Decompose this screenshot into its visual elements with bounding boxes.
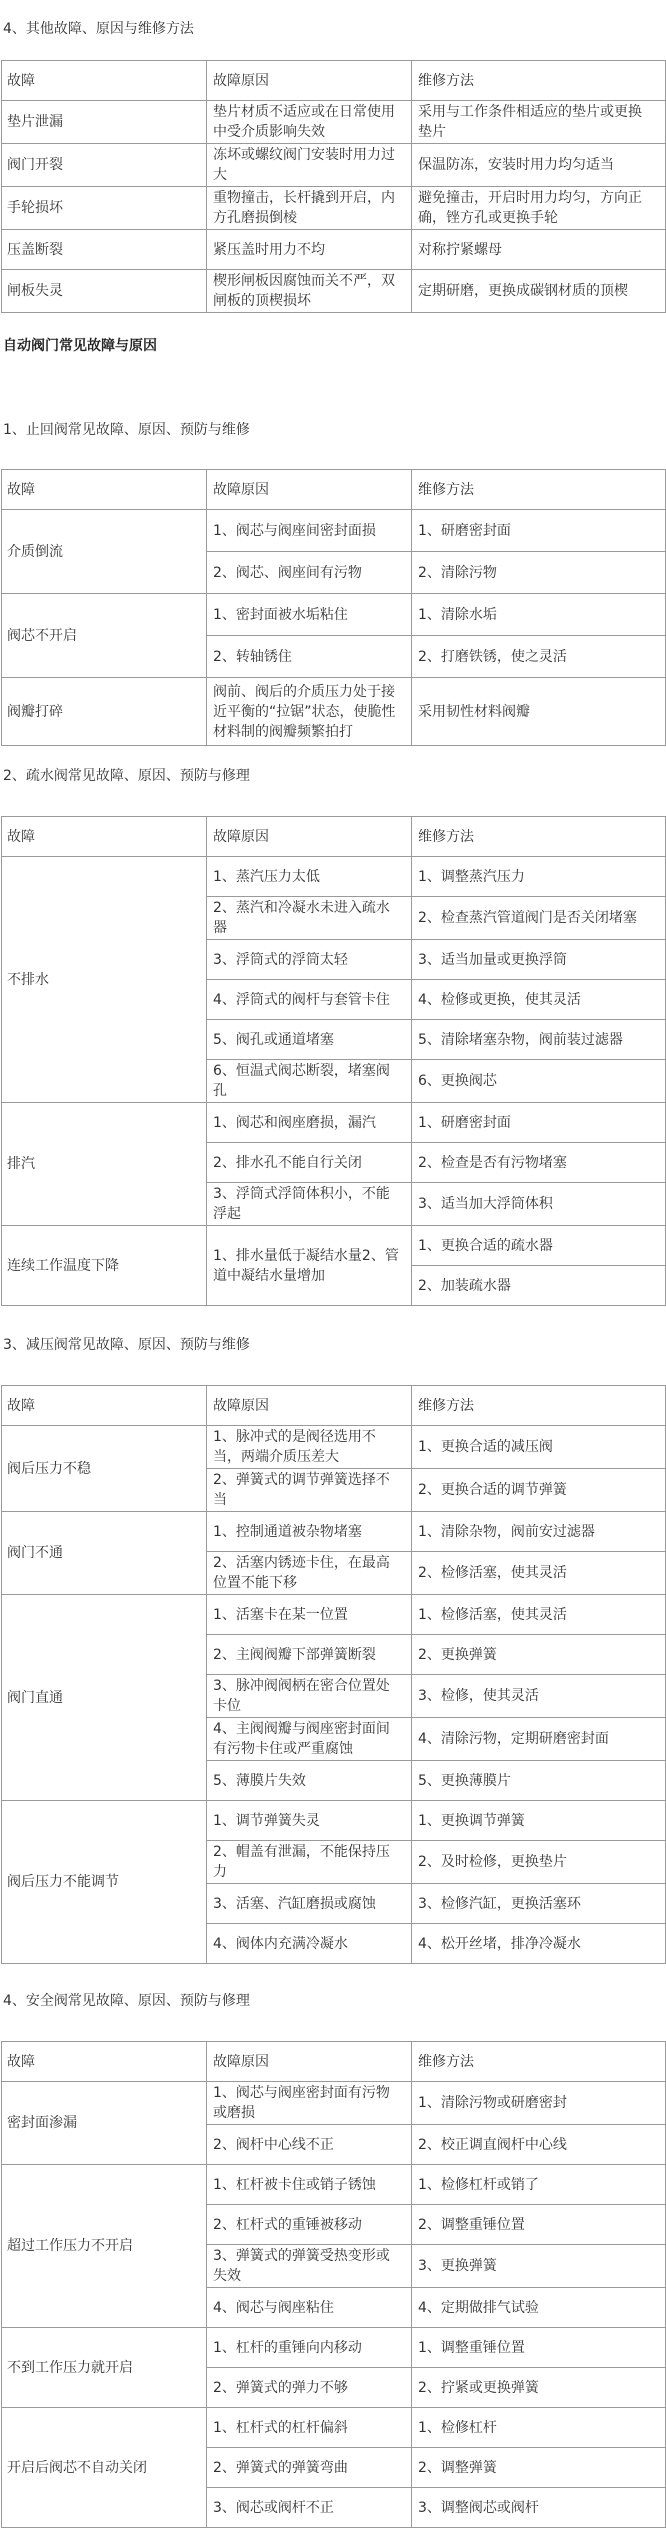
- repair-cell: 采用韧性材料阀瓣: [412, 678, 666, 746]
- cause-cell: 3、阀芯或阀杆不正: [207, 2488, 412, 2528]
- cause-cell: 2、主阀阀瓣下部弹簧断裂: [207, 1635, 412, 1675]
- repair-cell: 2、加装疏水器: [412, 1266, 666, 1306]
- cause-cell: 5、阀孔或通道堵塞: [207, 1020, 412, 1060]
- cause-cell: 2、弹簧式的弹力不够: [207, 2368, 412, 2408]
- cause-cell: 1、活塞卡在某一位置: [207, 1595, 412, 1635]
- repair-cell: 2、检查蒸汽管道阀门是否关闭堵塞: [412, 897, 666, 940]
- fault-column-header: 故障: [2, 470, 207, 510]
- repair-column-header: 维修方法: [412, 61, 666, 101]
- cause-cell: 3、活塞、汽缸磨损或腐蚀: [207, 1884, 412, 1924]
- table-row: [2, 857, 666, 897]
- section-title-pressure-reducing-valve: 3、减压阀常见故障、原因、预防与维修: [3, 1337, 250, 1353]
- repair-cell: 4、松开丝堵，排净冷凝水: [412, 1924, 666, 1964]
- repair-cell: 1、研磨密封面: [412, 1103, 666, 1143]
- cause-cell: 1、阀芯与阀座间密封面损: [207, 510, 412, 552]
- repair-cell: 2、清除污物: [412, 552, 666, 594]
- repair-cell: 保温防冻，安装时用力均匀适当: [412, 144, 666, 187]
- repair-cell: 对称拧紧螺母: [412, 230, 666, 270]
- fault-column-header: 故障: [2, 817, 207, 857]
- table-row: [2, 678, 666, 746]
- table-header-row: [2, 470, 666, 510]
- repair-cell: 1、检修杠杆: [412, 2408, 666, 2448]
- table-row: [2, 1595, 666, 1635]
- cause-cell: 1、脉冲式的是阀径选用不当，两端介质压差大: [207, 1426, 412, 1469]
- fault-cell: 压盖断裂: [2, 230, 207, 270]
- table-row: [2, 2082, 666, 2125]
- fault-cell: 阀门不通: [2, 1512, 207, 1595]
- safety-valve-table: [1, 2041, 666, 2528]
- pressure-reducing-valve-table: [1, 1385, 666, 1964]
- fault-cell: 超过工作压力不开启: [2, 2165, 207, 2328]
- cause-cell: 1、蒸汽压力太低: [207, 857, 412, 897]
- repair-cell: 1、更换合适的减压阀: [412, 1426, 666, 1469]
- cause-cell: 楔形闸板因腐蚀而关不严，双闸板的顶楔损坏: [207, 270, 412, 313]
- section-title-check-valve: 1、止回阀常见故障、原因、预防与维修: [3, 422, 250, 438]
- fault-cell: 不排水: [2, 857, 207, 1103]
- cause-cell: 1、杠杆的重锤向内移动: [207, 2328, 412, 2368]
- table-header-row: [2, 2042, 666, 2082]
- cause-column-header: 故障原因: [207, 1386, 412, 1426]
- repair-cell: 3、适当加大浮筒体积: [412, 1183, 666, 1226]
- cause-cell: 3、浮筒式的浮筒太轻: [207, 940, 412, 980]
- cause-cell: 6、恒温式阀芯断裂，堵塞阀孔: [207, 1060, 412, 1103]
- cause-cell: 1、控制通道被杂物堵塞: [207, 1512, 412, 1552]
- repair-cell: 1、检修杠杆或销了: [412, 2165, 666, 2205]
- table-row: [2, 2408, 666, 2448]
- cause-cell: 2、弹簧式的弹簧弯曲: [207, 2448, 412, 2488]
- table-row: [2, 1801, 666, 1841]
- table-header-row: [2, 61, 666, 101]
- fault-column-header: 故障: [2, 1386, 207, 1426]
- cause-cell: 4、阀体内充满冷凝水: [207, 1924, 412, 1964]
- cause-cell: 1、排水量低于凝结水量2、管道中凝结水量增加: [207, 1226, 412, 1306]
- repair-cell: 2、调整重锤位置: [412, 2205, 666, 2245]
- table-header-row: [2, 1386, 666, 1426]
- table-row: [2, 270, 666, 313]
- cause-cell: 2、杠杆式的重锤被移动: [207, 2205, 412, 2245]
- cause-cell: 1、阀芯与阀座密封面有污物或磨损: [207, 2082, 412, 2125]
- repair-cell: 4、定期做排气试验: [412, 2288, 666, 2328]
- repair-cell: 1、检修活塞，使其灵活: [412, 1595, 666, 1635]
- table-row: [2, 510, 666, 552]
- cause-cell: 垫片材质不适应或在日常使用中受介质影响失效: [207, 101, 412, 144]
- repair-cell: 2、打磨铁锈，使之灵活: [412, 636, 666, 678]
- other-faults-table: [1, 60, 666, 313]
- repair-cell: 5、清除堵塞杂物，阀前装过滤器: [412, 1020, 666, 1060]
- repair-cell: 3、更换弹簧: [412, 2245, 666, 2288]
- fault-cell: 连续工作温度下降: [2, 1226, 207, 1306]
- cause-column-header: 故障原因: [207, 2042, 412, 2082]
- cause-cell: 4、浮筒式的阀杆与套管卡住: [207, 980, 412, 1020]
- cause-cell: 阀前、阀后的介质压力处于接近平衡的“拉锯”状态，使脆性材料制的阀瓣频繁拍打: [207, 678, 412, 746]
- repair-cell: 3、调整阀芯或阀杆: [412, 2488, 666, 2528]
- cause-cell: 2、活塞内锈迹卡住，在最高位置不能下移: [207, 1552, 412, 1595]
- cause-cell: 2、弹簧式的调节弹簧选择不当: [207, 1469, 412, 1512]
- fault-cell: 开启后阀芯不自动关闭: [2, 2408, 207, 2528]
- fault-cell: 手轮损坏: [2, 187, 207, 230]
- cause-column-header: 故障原因: [207, 470, 412, 510]
- cause-column-header: 故障原因: [207, 61, 412, 101]
- repair-cell: 1、清除杂物，阀前安过滤器: [412, 1512, 666, 1552]
- cause-cell: 1、密封面被水垢粘住: [207, 594, 412, 636]
- repair-cell: 2、更换弹簧: [412, 1635, 666, 1675]
- repair-cell: 定期研磨，更换成碳钢材质的顶楔: [412, 270, 666, 313]
- cause-cell: 2、转轴锈住: [207, 636, 412, 678]
- fault-cell: 阀门开裂: [2, 144, 207, 187]
- cause-cell: 1、阀芯和阀座磨损，漏汽: [207, 1103, 412, 1143]
- repair-cell: 3、检修汽缸，更换活塞环: [412, 1884, 666, 1924]
- fault-cell: 密封面渗漏: [2, 2082, 207, 2165]
- table-row: [2, 2165, 666, 2205]
- repair-cell: 2、校正调直阀杆中心线: [412, 2125, 666, 2165]
- table-row: [2, 101, 666, 144]
- repair-cell: 1、研磨密封面: [412, 510, 666, 552]
- cause-cell: 2、阀杆中心线不正: [207, 2125, 412, 2165]
- section-title-steam-trap: 2、疏水阀常见故障、原因、预防与修理: [3, 768, 250, 784]
- fault-cell: 阀后压力不稳: [2, 1426, 207, 1512]
- table-row: [2, 187, 666, 230]
- repair-column-header: 维修方法: [412, 1386, 666, 1426]
- repair-cell: 1、更换调节弹簧: [412, 1801, 666, 1841]
- cause-cell: 4、阀芯与阀座粘住: [207, 2288, 412, 2328]
- repair-cell: 1、调整蒸汽压力: [412, 857, 666, 897]
- fault-cell: 介质倒流: [2, 510, 207, 594]
- repair-cell: 2、及时检修，更换垫片: [412, 1841, 666, 1884]
- repair-cell: 1、清除污物或研磨密封: [412, 2082, 666, 2125]
- section-title-safety-valve: 4、安全阀常见故障、原因、预防与修理: [3, 1993, 250, 2009]
- table-row: [2, 230, 666, 270]
- cause-cell: 冻坏或螺纹阀门安装时用力过大: [207, 144, 412, 187]
- repair-cell: 4、检修或更换，使其灵活: [412, 980, 666, 1020]
- repair-cell: 1、清除水垢: [412, 594, 666, 636]
- fault-column-header: 故障: [2, 2042, 207, 2082]
- cause-cell: 1、杠杆式的杠杆偏斜: [207, 2408, 412, 2448]
- table-row: [2, 1103, 666, 1143]
- cause-column-header: 故障原因: [207, 817, 412, 857]
- cause-cell: 4、主阀阀瓣与阀座密封面间有污物卡住或严重腐蚀: [207, 1718, 412, 1761]
- fault-cell: 闸板失灵: [2, 270, 207, 313]
- repair-cell: 1、更换合适的疏水器: [412, 1226, 666, 1266]
- repair-cell: 采用与工作条件相适应的垫片或更换垫片: [412, 101, 666, 144]
- fault-cell: 阀门直通: [2, 1595, 207, 1801]
- cause-cell: 2、排水孔不能自行关闭: [207, 1143, 412, 1183]
- table-row: [2, 594, 666, 636]
- repair-cell: 1、调整重锤位置: [412, 2328, 666, 2368]
- repair-column-header: 维修方法: [412, 2042, 666, 2082]
- repair-column-header: 维修方法: [412, 817, 666, 857]
- repair-cell: 4、清除污物，定期研磨密封面: [412, 1718, 666, 1761]
- table-row: [2, 1226, 666, 1266]
- table-row: [2, 1512, 666, 1552]
- fault-cell: 阀芯不开启: [2, 594, 207, 678]
- cause-cell: 2、帽盖有泄漏，不能保持压力: [207, 1841, 412, 1884]
- cause-cell: 3、脉冲阀阀柄在密合位置处卡位: [207, 1675, 412, 1718]
- cause-cell: 5、薄膜片失效: [207, 1761, 412, 1801]
- check-valve-table: [1, 469, 666, 746]
- section-title-other-faults: 4、其他故障、原因与维修方法: [3, 21, 194, 37]
- cause-cell: 1、调节弹簧失灵: [207, 1801, 412, 1841]
- table-row: [2, 1426, 666, 1469]
- cause-cell: 重物撞击，长杆撬到开启，内方孔磨损倒棱: [207, 187, 412, 230]
- repair-cell: 2、更换合适的调节弹簧: [412, 1469, 666, 1512]
- repair-cell: 避免撞击，开启时用力均匀，方向正确，锉方孔或更换手轮: [412, 187, 666, 230]
- table-row: [2, 2328, 666, 2368]
- table-header-row: [2, 817, 666, 857]
- repair-cell: 3、适当加量或更换浮筒: [412, 940, 666, 980]
- repair-cell: 2、调整弹簧: [412, 2448, 666, 2488]
- cause-cell: 2、蒸汽和冷凝水未进入疏水器: [207, 897, 412, 940]
- repair-cell: 2、拧紧或更换弹簧: [412, 2368, 666, 2408]
- cause-cell: 3、浮筒式浮筒体积小，不能浮起: [207, 1183, 412, 1226]
- fault-cell: 阀后压力不能调节: [2, 1801, 207, 1964]
- fault-cell: 不到工作压力就开启: [2, 2328, 207, 2408]
- repair-cell: 6、更换阀芯: [412, 1060, 666, 1103]
- fault-cell: 阀瓣打碎: [2, 678, 207, 746]
- cause-cell: 3、弹簧式的弹簧受热变形或失效: [207, 2245, 412, 2288]
- repair-cell: 2、检修活塞，使其灵活: [412, 1552, 666, 1595]
- cause-cell: 紧压盖时用力不均: [207, 230, 412, 270]
- repair-cell: 3、检修，使其灵活: [412, 1675, 666, 1718]
- repair-cell: 2、检查是否有污物堵塞: [412, 1143, 666, 1183]
- table-row: [2, 144, 666, 187]
- fault-cell: 垫片泄漏: [2, 101, 207, 144]
- fault-cell: 排汽: [2, 1103, 207, 1226]
- cause-cell: 1、杠杆被卡住或销子锈蚀: [207, 2165, 412, 2205]
- repair-column-header: 维修方法: [412, 470, 666, 510]
- repair-cell: 5、更换薄膜片: [412, 1761, 666, 1801]
- steam-trap-table: [1, 816, 666, 1306]
- subheading-automatic-valves: 自动阀门常见故障与原因: [3, 338, 157, 354]
- cause-cell: 2、阀芯、阀座间有污物: [207, 552, 412, 594]
- fault-column-header: 故障: [2, 61, 207, 101]
